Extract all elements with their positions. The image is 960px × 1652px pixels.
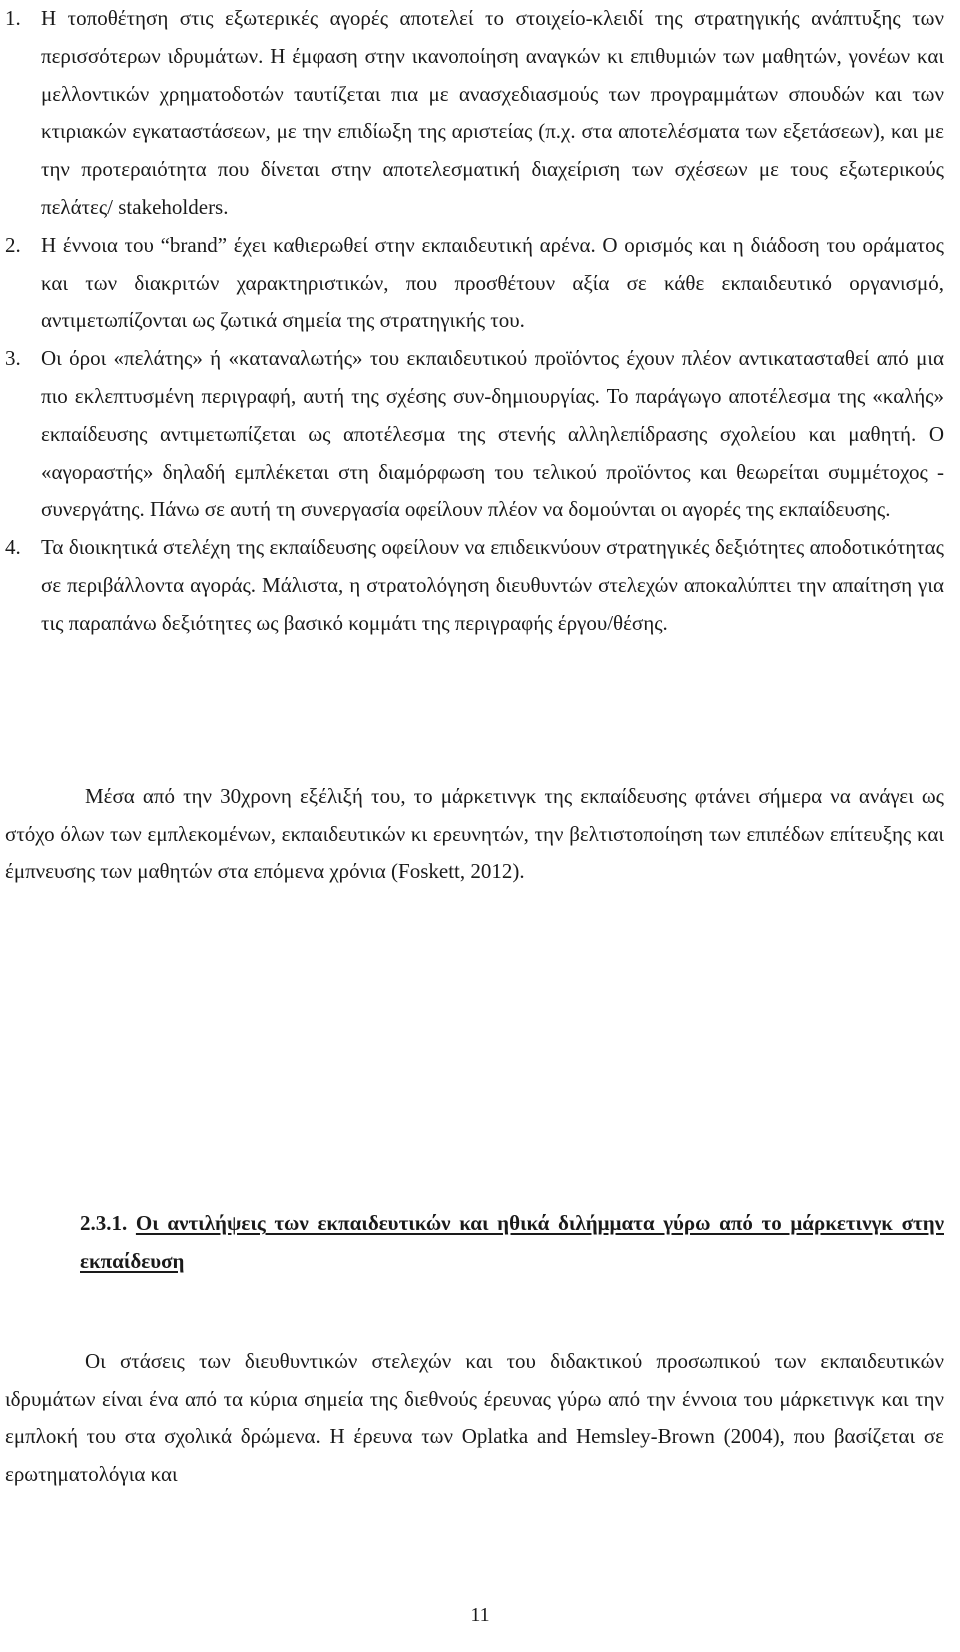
list-item-text: Η έννοια του “brand” έχει καθιερωθεί στην εκπαιδευτική αρένα. Ο ορισμός και η διάδοση του οράματος και των διακριτών χαρακτηριστικών, που προσθέτουν αξία σε κάθε εκπαιδευτικό οργανισμό, αντιμετωπίζονται ως ζωτικά σημεία της στρατηγικής του. (41, 232, 944, 333)
list-item-number: 3. (5, 346, 21, 371)
body-paragraph: Οι στάσεις των διευθυντικών στελεχών και του διδακτικού προσωπικού των εκπαιδευτικών ιδρυμάτων είναι ένα από τα κύρια σημεία της διεθνούς έρευνας γύρω από την έννοια του μάρκετινγκ και την εμπλοκή του στα σχολικά δρώμενα. Η έρευνα των Oplatka and Hemsley-Brown (2004), που βασίζεται σε ερωτηματολόγια και (5, 1349, 944, 1486)
list-item (0, 340, 960, 529)
list-item-number: 2. (5, 232, 21, 257)
list-item-number: 4. (5, 535, 21, 560)
list-item (0, 227, 960, 340)
section-title: Οι αντιλήψεις των εκπαιδευτικών και ηθικά διλήμματα γύρω από το μάρκετινγκ στην εκπαίδευση (80, 1211, 944, 1273)
list-item (0, 0, 960, 227)
body-paragraph: Μέσα από την 30χρονη εξέλιξή του, το μάρκετινγκ της εκπαίδευσης φτάνει σήμερα να ανάγει ως στόχο όλων των εμπλεκομένων, εκπαιδευτικών κι ερευνητών, την βελτιστοποίηση των επιπέδων επίτευξης και έμπνευσης των μαθητών στα επόμενα χρόνια (Foskett, 2012). (5, 784, 944, 883)
list-item-text: Τα διοικητικά στελέχη της εκπαίδευσης οφείλουν να επιδεικνύουν στρατηγικές δεξιότητες αποδοτικότητας σε περιβάλλοντα αγοράς. Μάλιστα, η στρατολόγηση διευθυντών στελεχών αποκαλύπτει την απαίτηση για τις παραπάνω δεξιότητες ως βασικό κομμάτι της περιγραφής έργου/θέσης. (41, 535, 944, 635)
list-item (0, 529, 960, 642)
page-number: 11 (470, 1604, 490, 1626)
section-heading (80, 1205, 944, 1280)
list-item-text: Οι όροι «πελάτης» ή «καταναλωτής» του εκπαιδευτικού προϊόντος έχουν πλέον αντικατασταθεί από μια πιο εκλεπτυσμένη περιγραφή, αυτή της σχέσης συν-δημιουργίας. Το παράγωγο αποτέλεσμα της «καλής» εκπαίδευσης αντιμετωπίζεται ως αποτέλεσμα της στενής αλληλεπίδρασης σχολείου και μαθητή. Ο «αγοραστής» δηλαδή εμπλέκεται στη διαμόρφωση του τελικού προϊόντος και θεωρείται συμμέτοχος - συνεργάτης. Πάνω σε αυτή τη συνεργασία οφείλουν πλέον να δομούνται οι αγορές της εκπαίδευσης. (41, 346, 944, 522)
section-number: 2.3.1. (80, 1211, 128, 1235)
list-item-text: Η τοποθέτηση στις εξωτερικές αγορές αποτελεί το στοιχείο-κλειδί της στρατηγικής ανάπτυξης των περισσότερων ιδρυμάτων. Η έμφαση στην ικανοποίηση αναγκών κι επιθυμιών των μαθητών, γονέων και μελλοντικών χρηματοδοτών ταυτίζεται πια με ανασχεδιασμούς των προγραμμάτων σπουδών και των κτιριακών εγκαταστάσεων, με την επιδίωξη της αριστείας (π.χ. στα αποτελέσματα των εξετάσεων), και με την προτεραιότητα που δίνεται στην αποτελεσματική διαχείριση των σχέσεων με τους εξωτερικούς πελάτες/ stakeholders. (41, 6, 944, 219)
list-item-number: 1. (5, 6, 21, 30)
numbered-list (0, 0, 960, 643)
